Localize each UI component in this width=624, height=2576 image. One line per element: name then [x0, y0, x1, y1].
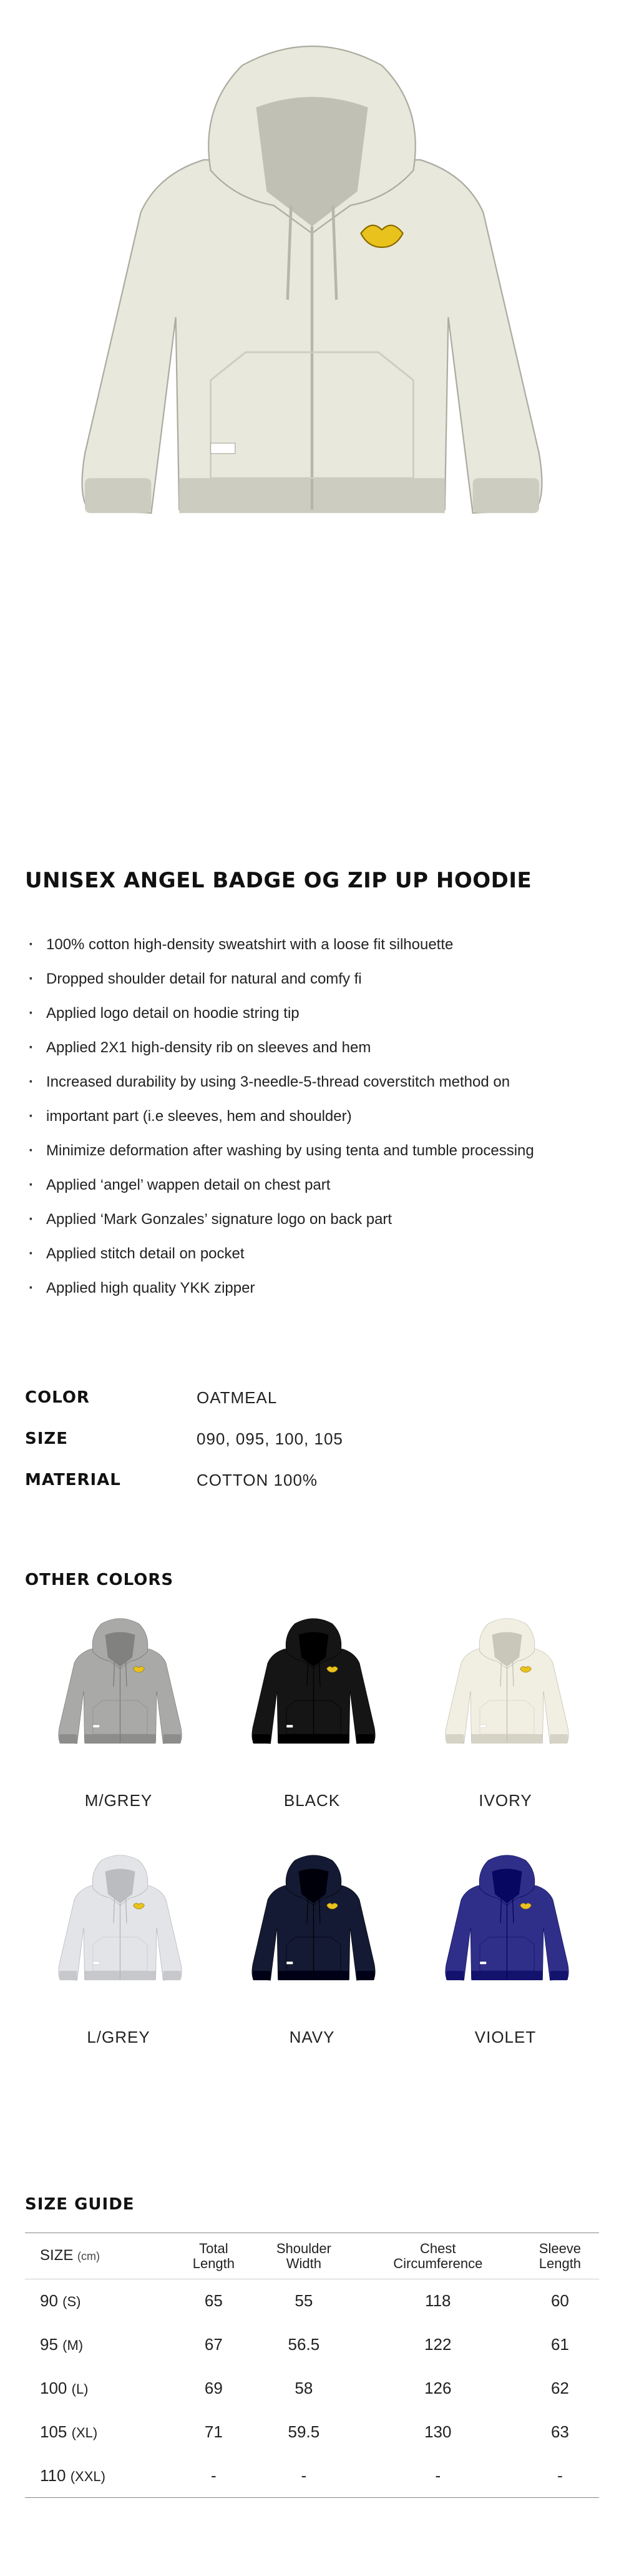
table-cell: 69: [204, 2379, 223, 2397]
table-cell: 62: [550, 2379, 569, 2397]
sleeve-cuff-right: [163, 1971, 182, 1980]
feature-item: · Increased durability by using 3-needle-5-thread coverstitch method on: [25, 1065, 612, 1099]
feature-item-continuation: · important part (i.e sleeves, hem and shoulder): [25, 1099, 612, 1133]
label-tag: [211, 443, 235, 454]
feature-item: · Dropped shoulder detail for natural and comfy fi: [25, 962, 612, 996]
size-cell: 100 (L): [40, 2379, 89, 2397]
table-cell: -: [355, 2454, 521, 2498]
color-option-label: IVORY: [479, 1791, 532, 1810]
sleeve-cuff-left: [253, 1971, 271, 1980]
color-option-navy[interactable]: [218, 1848, 406, 2047]
feature-item: · Applied ‘angel’ wappen detail on chest part: [25, 1168, 612, 1202]
color-option-label: VIOLET: [474, 2028, 537, 2046]
table-row: [25, 2454, 599, 2498]
color-option-black[interactable]: [218, 1611, 406, 1810]
table-cell: 122: [424, 2335, 452, 2354]
table-row: [25, 2411, 599, 2454]
product-hero-image: [0, 0, 624, 806]
spec-row-color: [25, 1377, 599, 1418]
table-cell: -: [521, 2454, 599, 2498]
table-cell: 65: [204, 2291, 223, 2311]
feature-item: · Minimize deformation after washing by using tenta and tumble processing: [25, 1133, 612, 1168]
size-cell: 105 (XL): [40, 2422, 98, 2441]
table-cell: 71: [204, 2422, 223, 2441]
table-cell: -: [253, 2454, 355, 2498]
table-row: [25, 2279, 599, 2323]
sleeve-cuff-right: [163, 1734, 182, 1744]
spec-value: 090, 095, 100, 105: [197, 1429, 343, 1448]
sleeve-cuff-left: [59, 1734, 77, 1744]
size-cell: 95 (M): [40, 2335, 84, 2354]
feature-item: · Applied stitch detail on pocket: [25, 1236, 612, 1271]
other-colors-grid: [25, 1611, 599, 2047]
feature-item: · Applied ‘Mark Gonzales’ signature logo on back part: [25, 1202, 612, 1236]
spec-value: OATMEAL: [197, 1388, 278, 1407]
sleeve-cuff-right: [473, 478, 539, 513]
color-option-m-grey[interactable]: [25, 1611, 212, 1810]
column-header-sleeve-length: Sleeve Length: [521, 2233, 599, 2279]
label-tag: [480, 1962, 487, 1965]
feature-list: [25, 927, 612, 1305]
spec-label: MATERIAL: [25, 1471, 121, 1489]
spec-label: SIZE: [25, 1429, 69, 1448]
hoodie-illustration: [0, 0, 624, 806]
sleeve-cuff-right: [357, 1734, 375, 1744]
feature-item: · 100% cotton high-density sweatshirt with a loose fit silhouette: [25, 927, 612, 962]
hoodie-thumbnail: [25, 1611, 212, 1774]
spec-row-size: [25, 1418, 599, 1459]
size-guide-table: [25, 2233, 599, 2498]
other-colors-heading: OTHER COLORS: [25, 1571, 174, 1589]
spec-label: COLOR: [25, 1388, 90, 1407]
size-guide-heading: SIZE GUIDE: [25, 2195, 135, 2214]
feature-item: · Applied high quality YKK zipper: [25, 1271, 612, 1305]
column-header-chest-circumference: Chest Circumference: [355, 2233, 521, 2279]
table-row: [25, 2367, 599, 2411]
color-option-label: L/GREY: [87, 2028, 150, 2046]
color-option-violet[interactable]: [412, 1848, 599, 2047]
table-cell: 59.5: [288, 2422, 320, 2441]
sleeve-cuff-right: [357, 1971, 375, 1980]
sleeve-cuff-left: [59, 1971, 77, 1980]
hoodie-thumbnail: [412, 1611, 599, 1774]
hoodie-thumbnail: [218, 1848, 406, 2010]
table-cell: 55: [295, 2291, 313, 2311]
sleeve-cuff-left: [446, 1971, 464, 1980]
label-tag: [286, 1725, 293, 1728]
label-tag: [93, 1725, 100, 1728]
hoodie-thumbnail: [25, 1848, 212, 2010]
color-option-ivory[interactable]: [412, 1611, 599, 1810]
spec-row-material: [25, 1459, 599, 1501]
size-column-header: [25, 2233, 175, 2279]
hoodie-shape: [82, 46, 542, 513]
feature-item: · Applied logo detail on hoodie string tip: [25, 996, 612, 1030]
table-cell: 126: [424, 2379, 452, 2397]
size-unit: (cm): [77, 2250, 100, 2263]
spec-table: [25, 1377, 599, 1501]
hoodie-thumbnail: [412, 1848, 599, 2010]
label-tag: [286, 1962, 293, 1965]
table-cell: 63: [550, 2422, 569, 2441]
table-cell: 60: [550, 2291, 569, 2311]
color-option-label: M/GREY: [84, 1791, 153, 1810]
feature-item: · Applied 2X1 high-density rib on sleeves and hem: [25, 1030, 612, 1065]
hoodie-thumbnail: [218, 1611, 406, 1774]
spec-value: COTTON 100%: [197, 1470, 318, 1489]
table-cell: 130: [424, 2422, 452, 2441]
column-header-shoulder-width: Shoulder Width: [253, 2233, 355, 2279]
label-tag: [93, 1962, 100, 1965]
size-cell: 110 (XXL): [25, 2454, 175, 2498]
sleeve-cuff-left: [446, 1734, 464, 1744]
sleeve-cuff-left: [85, 478, 151, 513]
table-cell: 61: [550, 2335, 569, 2354]
column-header-total-length: Total Length: [175, 2233, 253, 2279]
table-cell: 56.5: [288, 2335, 320, 2354]
table-cell: -: [175, 2454, 253, 2498]
sleeve-cuff-right: [550, 1971, 568, 1980]
table-cell: 67: [204, 2335, 223, 2354]
color-option-l-grey[interactable]: [25, 1848, 212, 2047]
size-table-header: [25, 2233, 599, 2279]
sleeve-cuff-right: [550, 1734, 568, 1744]
size-cell: 90 (S): [40, 2291, 81, 2311]
label-tag: [480, 1725, 487, 1728]
sleeve-cuff-left: [253, 1734, 271, 1744]
product-title: UNISEX ANGEL BADGE OG ZIP UP HOODIE: [25, 868, 532, 893]
size-label: SIZE: [40, 2247, 74, 2264]
table-row: [25, 2323, 599, 2367]
table-cell: 118: [425, 2291, 451, 2311]
color-option-label: BLACK: [283, 1791, 341, 1810]
color-option-label: NAVY: [289, 2028, 335, 2046]
table-cell: 58: [295, 2379, 313, 2397]
